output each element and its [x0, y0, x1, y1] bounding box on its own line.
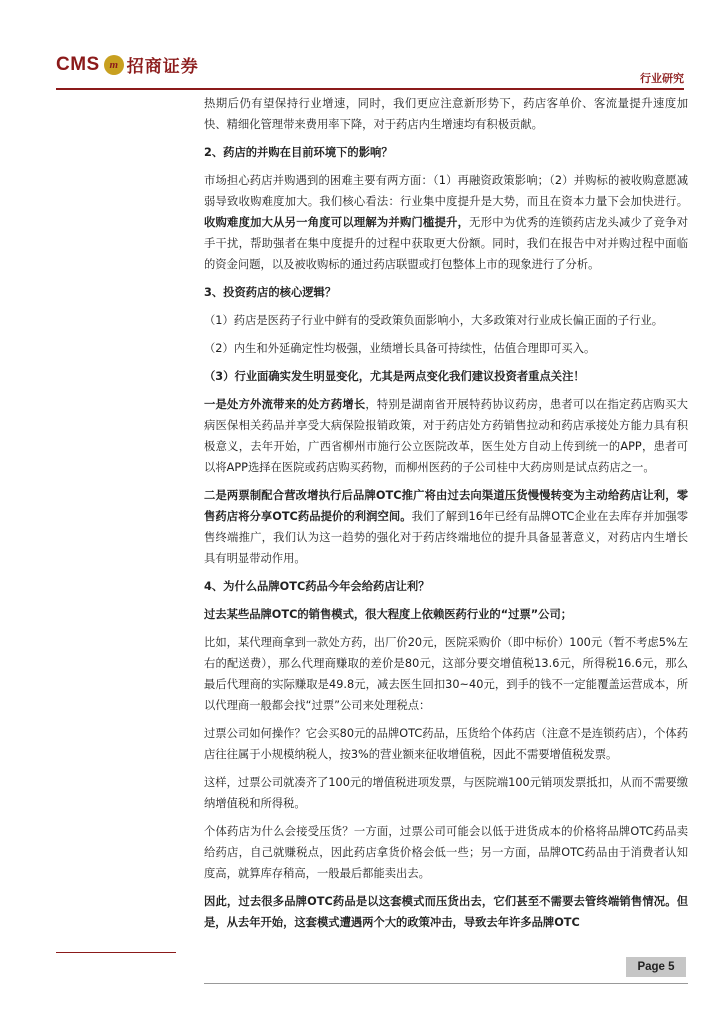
- heading-q4: 4、为什么品牌OTC药品今年会给药店让利？: [204, 580, 430, 593]
- paragraph-logic-1: （1）药店是医药子行业中鲜有的受政策负面影响小，大多政策对行业成长偏正面的子行业。: [204, 314, 664, 327]
- document-body: [204, 93, 688, 940]
- paragraph-two-invoice: [204, 485, 688, 569]
- heading-q2: 2、药店的并购在目前环境下的影响？: [204, 146, 393, 159]
- paragraph-logic-3: （3）行业面确实发生明显变化，尤其是两点变化我们建议投资者重点关注！: [204, 370, 585, 383]
- section-label: 行业研究: [640, 72, 684, 85]
- paragraph-prescription: [204, 394, 688, 478]
- logo-company-name: 招商证券: [126, 57, 199, 77]
- paragraph-logic-2: （2）内生和外延确定性均极强，业绩增长具备可持续性，估值合理即可买入。: [204, 342, 596, 355]
- footer-accent-line: [56, 952, 176, 953]
- cms-logo: [56, 52, 199, 77]
- paragraph-individual-store: 个体药店为什么会接受压货？一方面，过票公司可能会以低于进货成本的价格将品牌OTC药品卖给药店，自己就赚税点，因此药店拿货价格会低一些；另一方面，品牌OTC药品由于消费者认知度高，就算库存稍高，一般最后都能卖出去。: [204, 825, 688, 880]
- bold-run: 收购难度加大从另一角度可以理解为并购门槛提升，: [204, 216, 470, 229]
- footer-rule: [204, 983, 688, 984]
- header-rule: [56, 88, 684, 90]
- logo-cms-text: CMS: [56, 53, 100, 75]
- bold-run: 二是两票制配合营改增执行后品牌OTC推广将由过去向渠道压货慢慢转变为主动给药店让利，零售药店将分享OTC药品提价的利润空间。: [204, 489, 688, 523]
- paragraph-merger: [204, 170, 688, 275]
- text-run: 市场担心药店并购遇到的困难主要有两方面：（1）再融资政策影响；（2）并购标的被收购意愿减弱导致收购难度加大。我们核心看法：行业集中度提升是大势，而且在资本力量下会加快进行。: [204, 174, 688, 208]
- paragraph-ticket-company: 过票公司如何操作？它会买80元的品牌OTC药品，压货给个体药店（注意不是连锁药店），个体药店往往属于小规模纳税人，按3%的营业额来征收增值税，因此不需要增值税发票。: [204, 727, 688, 761]
- bold-run: 一是处方外流带来的处方药增长: [204, 398, 366, 411]
- logo-badge-icon: m: [104, 55, 124, 75]
- paragraph-example: 比如，某代理商拿到一款处方药，出厂价20元，医院采购价（即中标价）100元（暂不考虑5%左右的配送费），那么代理商赚取的差价是80元，这部分要交增值税13.6元，所得税16.6元，那么最后代理商的实际赚取是49.8元，减去医生回扣30~40元，到手的钱不一定能覆盖运营成本，所以代理商一般都会找“过票”公司来处理税点：: [204, 636, 688, 712]
- paragraph-intro: 热期后仍有望保持行业增速，同时，我们更应注意新形势下，药店客单价、客流量提升速度加快、精细化管理带来费用率下降，对于药店内生增速均有积极贡献。: [204, 97, 688, 131]
- page-number: Page 5: [626, 957, 686, 977]
- text-run: ，特别是湖南省开展特药协议药房，患者可以在指定药店购买大病医保相关药品并享受大病保险报销政策，对于药店处方药销售拉动和药店承接处方能力具有积极意义，去年开始，广西省柳州市施行公立医院改革，医生处方自动上传到统一的APP，患者可以将APP选择在医院或药店购买药物，而柳州医药的子公司桂中大药房则是试点药店之一。: [204, 398, 688, 474]
- text-run: 无形中为优秀的连锁药店龙头减少了竞争对手干扰，帮助强者在集中度提升的过程中获取更大份额。同时，我们在报告中对并购过程中面临的资金问题，以及被收购标的通过药店联盟或打包整体上市的现象进行了分析。: [204, 216, 688, 271]
- paragraph-conclusion: 因此，过去很多品牌OTC药品是以这套模式而压货出去，它们甚至不需要去管终端销售情况。但是，从去年开始，这套模式遭遇两个大的政策冲击，导致去年许多品牌OTC: [204, 895, 688, 929]
- paragraph-invoice: 这样，过票公司就凑齐了100元的增值税进项发票，与医院端100元销项发票抵扣，从而不需要缴纳增值税和所得税。: [204, 776, 688, 810]
- page-header: [0, 0, 724, 92]
- text-run: 我们了解到16年已经有品牌OTC企业在去库存并加强零售终端推广，我们认为这一趋势的强化对于药店终端地位的提升具备显著意义，对药店内生增长具有明显带动作用。: [204, 510, 688, 565]
- paragraph-sales-model: 过去某些品牌OTC的销售模式，很大程度上依赖医药行业的“过票”公司；: [204, 608, 573, 621]
- heading-q3: 3、投资药店的核心逻辑？: [204, 286, 337, 299]
